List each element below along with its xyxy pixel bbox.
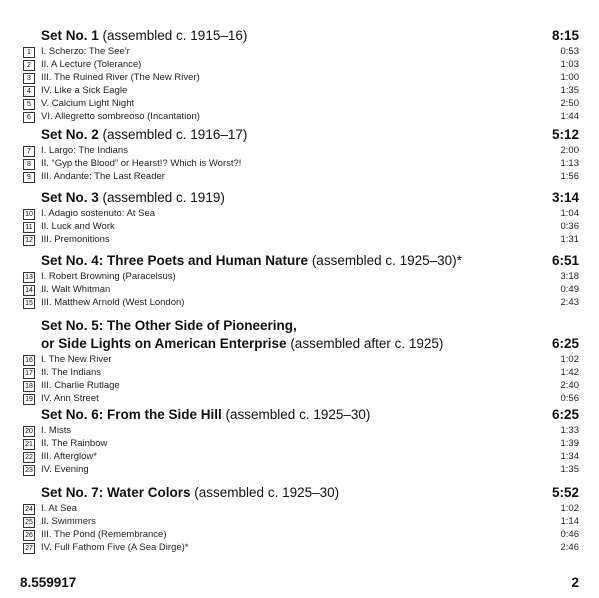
track-number-box: 4: [23, 86, 35, 97]
track-row: [0, 354, 599, 367]
track-row: [0, 542, 599, 555]
set-block: [0, 407, 599, 477]
track-title: III. Andante: The Last Reader: [41, 171, 165, 182]
track-duration: 1:00: [560, 72, 579, 83]
track-duration: 1:31: [560, 234, 579, 245]
track-row: [0, 451, 599, 464]
set-title-date: (assembled c. 1925–30)*: [308, 253, 462, 268]
track-row: [0, 425, 599, 438]
track-number-box: 20: [23, 426, 35, 437]
track-number-box: 2: [23, 60, 35, 71]
track-number-box: 17: [23, 368, 35, 379]
track-title: III. Matthew Arnold (West London): [41, 297, 185, 308]
track-duration: 1:56: [560, 171, 579, 182]
track-title: II. A Lecture (Tolerance): [41, 59, 142, 70]
set-heading: [0, 336, 599, 354]
track-title: V. Calcium Light Night: [41, 98, 135, 109]
track-title: IV. Like a Sick Eagle: [41, 85, 128, 96]
page-number: 2: [571, 575, 579, 590]
track-duration: 2:50: [560, 98, 579, 109]
track-number-box: 8: [23, 159, 35, 170]
set-title-bold: Set No. 4: Three Poets and Human Nature: [41, 253, 309, 268]
track-duration: 0:49: [560, 284, 579, 295]
track-duration: 2:40: [560, 380, 579, 391]
track-row: [0, 438, 599, 451]
track-row: [0, 145, 599, 158]
track-title: I. The New River: [41, 354, 112, 365]
track-title: III. The Ruined River (The New River): [41, 72, 200, 83]
set-total-duration: 3:14: [551, 190, 579, 205]
track-title: I. Mists: [41, 425, 72, 436]
track-duration: 1:44: [560, 111, 579, 122]
track-title: IV. Ann Street: [41, 393, 99, 404]
set-block: [0, 127, 599, 184]
set-block: [0, 28, 599, 124]
track-duration: 2:46: [560, 542, 579, 553]
track-number-box: 15: [23, 298, 35, 309]
set-total-duration: 8:15: [551, 28, 579, 43]
track-row: [0, 516, 599, 529]
set-title-bold: Set No. 1: [41, 28, 99, 43]
track-row: [0, 72, 599, 85]
track-row: [0, 85, 599, 98]
track-title: II. The Rainbow: [41, 438, 108, 449]
track-row: [0, 464, 599, 477]
track-number-box: 26: [23, 530, 35, 541]
set-title: [41, 318, 297, 333]
track-title: III. Premonitions: [41, 234, 110, 245]
track-title: IV. Full Fathom Five (A Sea Dirge)*: [41, 542, 189, 553]
track-number-box: 13: [23, 272, 35, 283]
set-heading: [0, 28, 599, 46]
track-duration: 1:02: [560, 354, 579, 365]
catalog-number: 8.559917: [20, 575, 77, 590]
set-total-duration: 5:52: [551, 485, 579, 500]
track-title: II. Swimmers: [41, 516, 96, 527]
track-number-box: 12: [23, 235, 35, 246]
track-number-box: 21: [23, 439, 35, 450]
track-row: [0, 171, 599, 184]
track-title: I. Scherzo: The See'r: [41, 46, 130, 57]
track-row: [0, 271, 599, 284]
track-row: [0, 98, 599, 111]
set-total-duration: 6:25: [551, 407, 579, 422]
set-heading: [0, 127, 599, 145]
set-title-date: (assembled c. 1925–30): [221, 407, 371, 422]
set-title-bold: or Side Lights on American Enterprise: [41, 336, 287, 351]
track-number-box: 27: [23, 543, 35, 554]
track-duration: 0:36: [560, 221, 579, 232]
track-row: [0, 221, 599, 234]
set-total-duration: 5:12: [551, 127, 579, 142]
track-number-box: 3: [23, 73, 35, 84]
track-row: [0, 529, 599, 542]
set-heading-line: [0, 318, 599, 336]
track-number-box: 24: [23, 504, 35, 515]
track-duration: 2:43: [560, 297, 579, 308]
track-number-box: 14: [23, 285, 35, 296]
track-number-box: 18: [23, 381, 35, 392]
track-duration: 0:56: [560, 393, 579, 404]
track-duration: 1:35: [560, 85, 579, 96]
track-duration: 1:33: [560, 425, 579, 436]
track-duration: 1:39: [560, 438, 579, 449]
track-title: III. Afterglow*: [41, 451, 97, 462]
set-title: [41, 190, 225, 205]
set-title-date: (assembled c. 1915–16): [98, 28, 248, 43]
set-title: [41, 407, 370, 422]
track-duration: 2:00: [560, 145, 579, 156]
set-title-date: (assembled c. 1919): [98, 190, 225, 205]
set-heading: [0, 485, 599, 503]
set-title-bold: Set No. 3: [41, 190, 99, 205]
set-total-duration: 6:51: [551, 253, 579, 268]
track-title: I. Robert Browning (Paracelsus): [41, 271, 176, 282]
track-duration: 1:14: [560, 516, 579, 527]
track-row: [0, 297, 599, 310]
track-duration: 1:03: [560, 59, 579, 70]
track-number-box: 19: [23, 394, 35, 405]
track-duration: 0:46: [560, 529, 579, 540]
set-title-date: (assembled after c. 1925): [286, 336, 444, 351]
set-heading: [0, 253, 599, 271]
track-duration: 1:04: [560, 208, 579, 219]
set-heading: [0, 407, 599, 425]
set-title: [41, 253, 462, 268]
set-title: [41, 336, 443, 351]
set-title-bold: Set No. 2: [41, 127, 99, 142]
track-number-box: 25: [23, 517, 35, 528]
set-total-duration: 6:25: [551, 336, 579, 351]
track-number-box: 23: [23, 465, 35, 476]
track-title: I. At Sea: [41, 503, 77, 514]
track-number-box: 10: [23, 209, 35, 220]
set-title: [41, 127, 247, 142]
set-title-bold: Set No. 5: The Other Side of Pioneering,: [41, 318, 297, 333]
track-row: [0, 380, 599, 393]
track-row: [0, 111, 599, 124]
set-title-bold: Set No. 6: From the Side Hill: [41, 407, 222, 422]
track-number-box: 22: [23, 452, 35, 463]
track-title: II. Walt Whitman: [41, 284, 111, 295]
set-block: [0, 318, 599, 406]
track-row: [0, 503, 599, 516]
track-row: [0, 59, 599, 72]
set-title-date: (assembled c. 1925–30): [190, 485, 340, 500]
set-block: [0, 253, 599, 310]
track-number-box: 16: [23, 355, 35, 366]
track-duration: 3:18: [560, 271, 579, 282]
track-number-box: 1: [23, 47, 35, 58]
set-title-bold: Set No. 7: Water Colors: [41, 485, 191, 500]
set-title-date: (assembled c. 1916–17): [98, 127, 248, 142]
track-title: I. Adagio sostenuto: At Sea: [41, 208, 156, 219]
track-title: IV. Evening: [41, 464, 89, 475]
track-title: II. Luck and Work: [41, 221, 115, 232]
set-heading: [0, 190, 599, 208]
track-duration: 1:02: [560, 503, 579, 514]
set-title: [41, 28, 247, 43]
track-duration: 0:53: [560, 46, 579, 57]
track-duration: 1:13: [560, 158, 579, 169]
track-row: [0, 284, 599, 297]
track-number-box: 5: [23, 99, 35, 110]
track-row: [0, 46, 599, 59]
track-row: [0, 158, 599, 171]
track-duration: 1:35: [560, 464, 579, 475]
track-number-box: 9: [23, 172, 35, 183]
track-duration: 1:34: [560, 451, 579, 462]
track-title: III. The Pond (Remembrance): [41, 529, 167, 540]
track-number-box: 7: [23, 146, 35, 157]
track-row: [0, 393, 599, 406]
track-row: [0, 234, 599, 247]
track-duration: 1:42: [560, 367, 579, 378]
track-title: II. “Gyp the Blood” or Hearst!? Which is Worst?!: [41, 158, 242, 169]
track-number-box: 11: [23, 222, 35, 233]
set-block: [0, 485, 599, 555]
set-title: [41, 485, 339, 500]
track-title: II. The Indians: [41, 367, 102, 378]
track-row: [0, 367, 599, 380]
set-block: [0, 190, 599, 247]
track-title: III. Charlie Rutlage: [41, 380, 120, 391]
track-row: [0, 208, 599, 221]
track-number-box: 6: [23, 112, 35, 123]
track-title: I. Largo: The Indians: [41, 145, 128, 156]
track-title: VI. Allegretto sombreoso (Incantation): [41, 111, 200, 122]
